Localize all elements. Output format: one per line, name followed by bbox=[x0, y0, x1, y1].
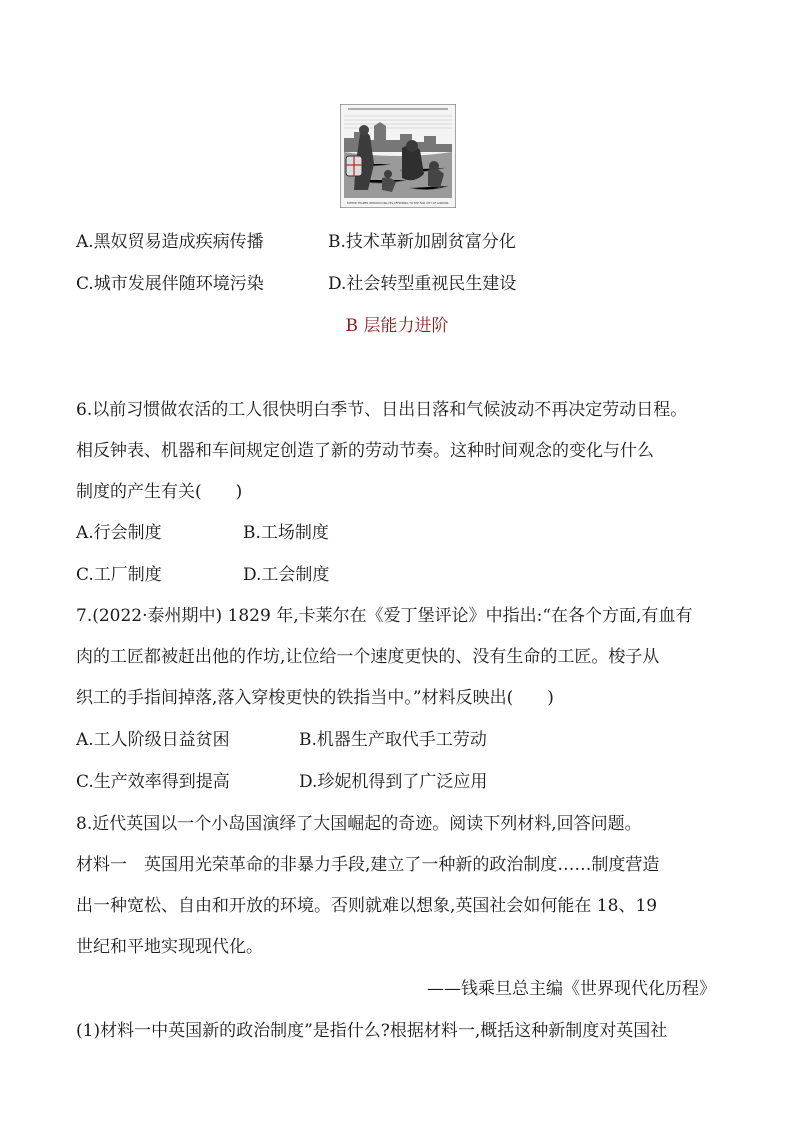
q6-option-d: D.工会制度 bbox=[243, 565, 330, 585]
engraving-image bbox=[340, 104, 456, 208]
section-b-heading: B 层能力进阶 bbox=[345, 316, 449, 336]
q5-option-d: D.社会转型重视民生建设 bbox=[328, 274, 517, 294]
q7-stem-line-2: 肉的工匠都被赶出他的作坊,让位给一个速度更快的、没有生命的工匠。梭子从 bbox=[76, 647, 660, 667]
q6-stem-line-2: 相反钟表、机器和车间规定创造了新的劳动节奏。这种时间观念的变化与什么 bbox=[76, 441, 654, 461]
historical-engraving-illustration bbox=[340, 104, 456, 208]
q7-option-c: C.生产效率得到提高 bbox=[76, 772, 230, 792]
q8-material-1-line-3: 世纪和平地实现现代化。 bbox=[76, 937, 263, 957]
q8-subquestion-1: (1)材料一中英国新的政治制度”是指什么?根据材料一,概括这种新制度对英国社 bbox=[76, 1021, 668, 1041]
q5-option-a: A.黑奴贸易造成疾病传播 bbox=[76, 232, 264, 252]
q6-option-c: C.工厂制度 bbox=[76, 565, 162, 585]
q6-stem-line-3: 制度的产生有关( ) bbox=[76, 482, 243, 502]
q6-option-b: B.工场制度 bbox=[243, 523, 329, 543]
q5-option-b: B.技术革新加剧贫富分化 bbox=[328, 232, 516, 252]
q7-stem-line-3: 织工的手指间掉落,落入穿梭更快的铁指当中。”材料反映出( ) bbox=[76, 688, 554, 708]
q7-option-b: B.机器生产取代手工劳动 bbox=[299, 730, 487, 750]
q6-stem-line-1: 6.以前习惯做农活的工人很快明白季节、日出日落和气候波动不再决定劳动日程。 bbox=[76, 400, 688, 420]
q7-option-d: D.珍妮机得到了广泛应用 bbox=[299, 772, 488, 792]
q8-material-1-line-1: 材料一 英国用光荣革命的非暴力手段,建立了一种新的政治制度……制度营造 bbox=[76, 855, 660, 875]
q5-option-c: C.城市发展伴随环境污染 bbox=[76, 274, 264, 294]
q8-stem: 8.近代英国以一个小岛国演绎了大国崛起的奇迹。阅读下列材料,回答问题。 bbox=[76, 814, 642, 834]
q8-material-1-source: ——钱乘旦总主编《世界现代化历程》 bbox=[427, 979, 716, 999]
q8-material-1-line-2: 出一种宽松、自由和开放的环境。否则就难以想象,英国社会如何能在 18、19 bbox=[76, 896, 658, 916]
q6-option-a: A.行会制度 bbox=[76, 523, 162, 543]
q7-option-a: A.工人阶级日益贫困 bbox=[76, 730, 230, 750]
q7-stem-line-1: 7.(2022·泰州期中) 1829 年,卡莱尔在《爱丁堡评论》中指出:“在各个方面,有血有 bbox=[76, 606, 693, 626]
engraving-caption: FATHER THAMES INTRODUCING HIS OFFSPRING TO THE FAIR CITY OF LONDON. bbox=[346, 202, 450, 205]
